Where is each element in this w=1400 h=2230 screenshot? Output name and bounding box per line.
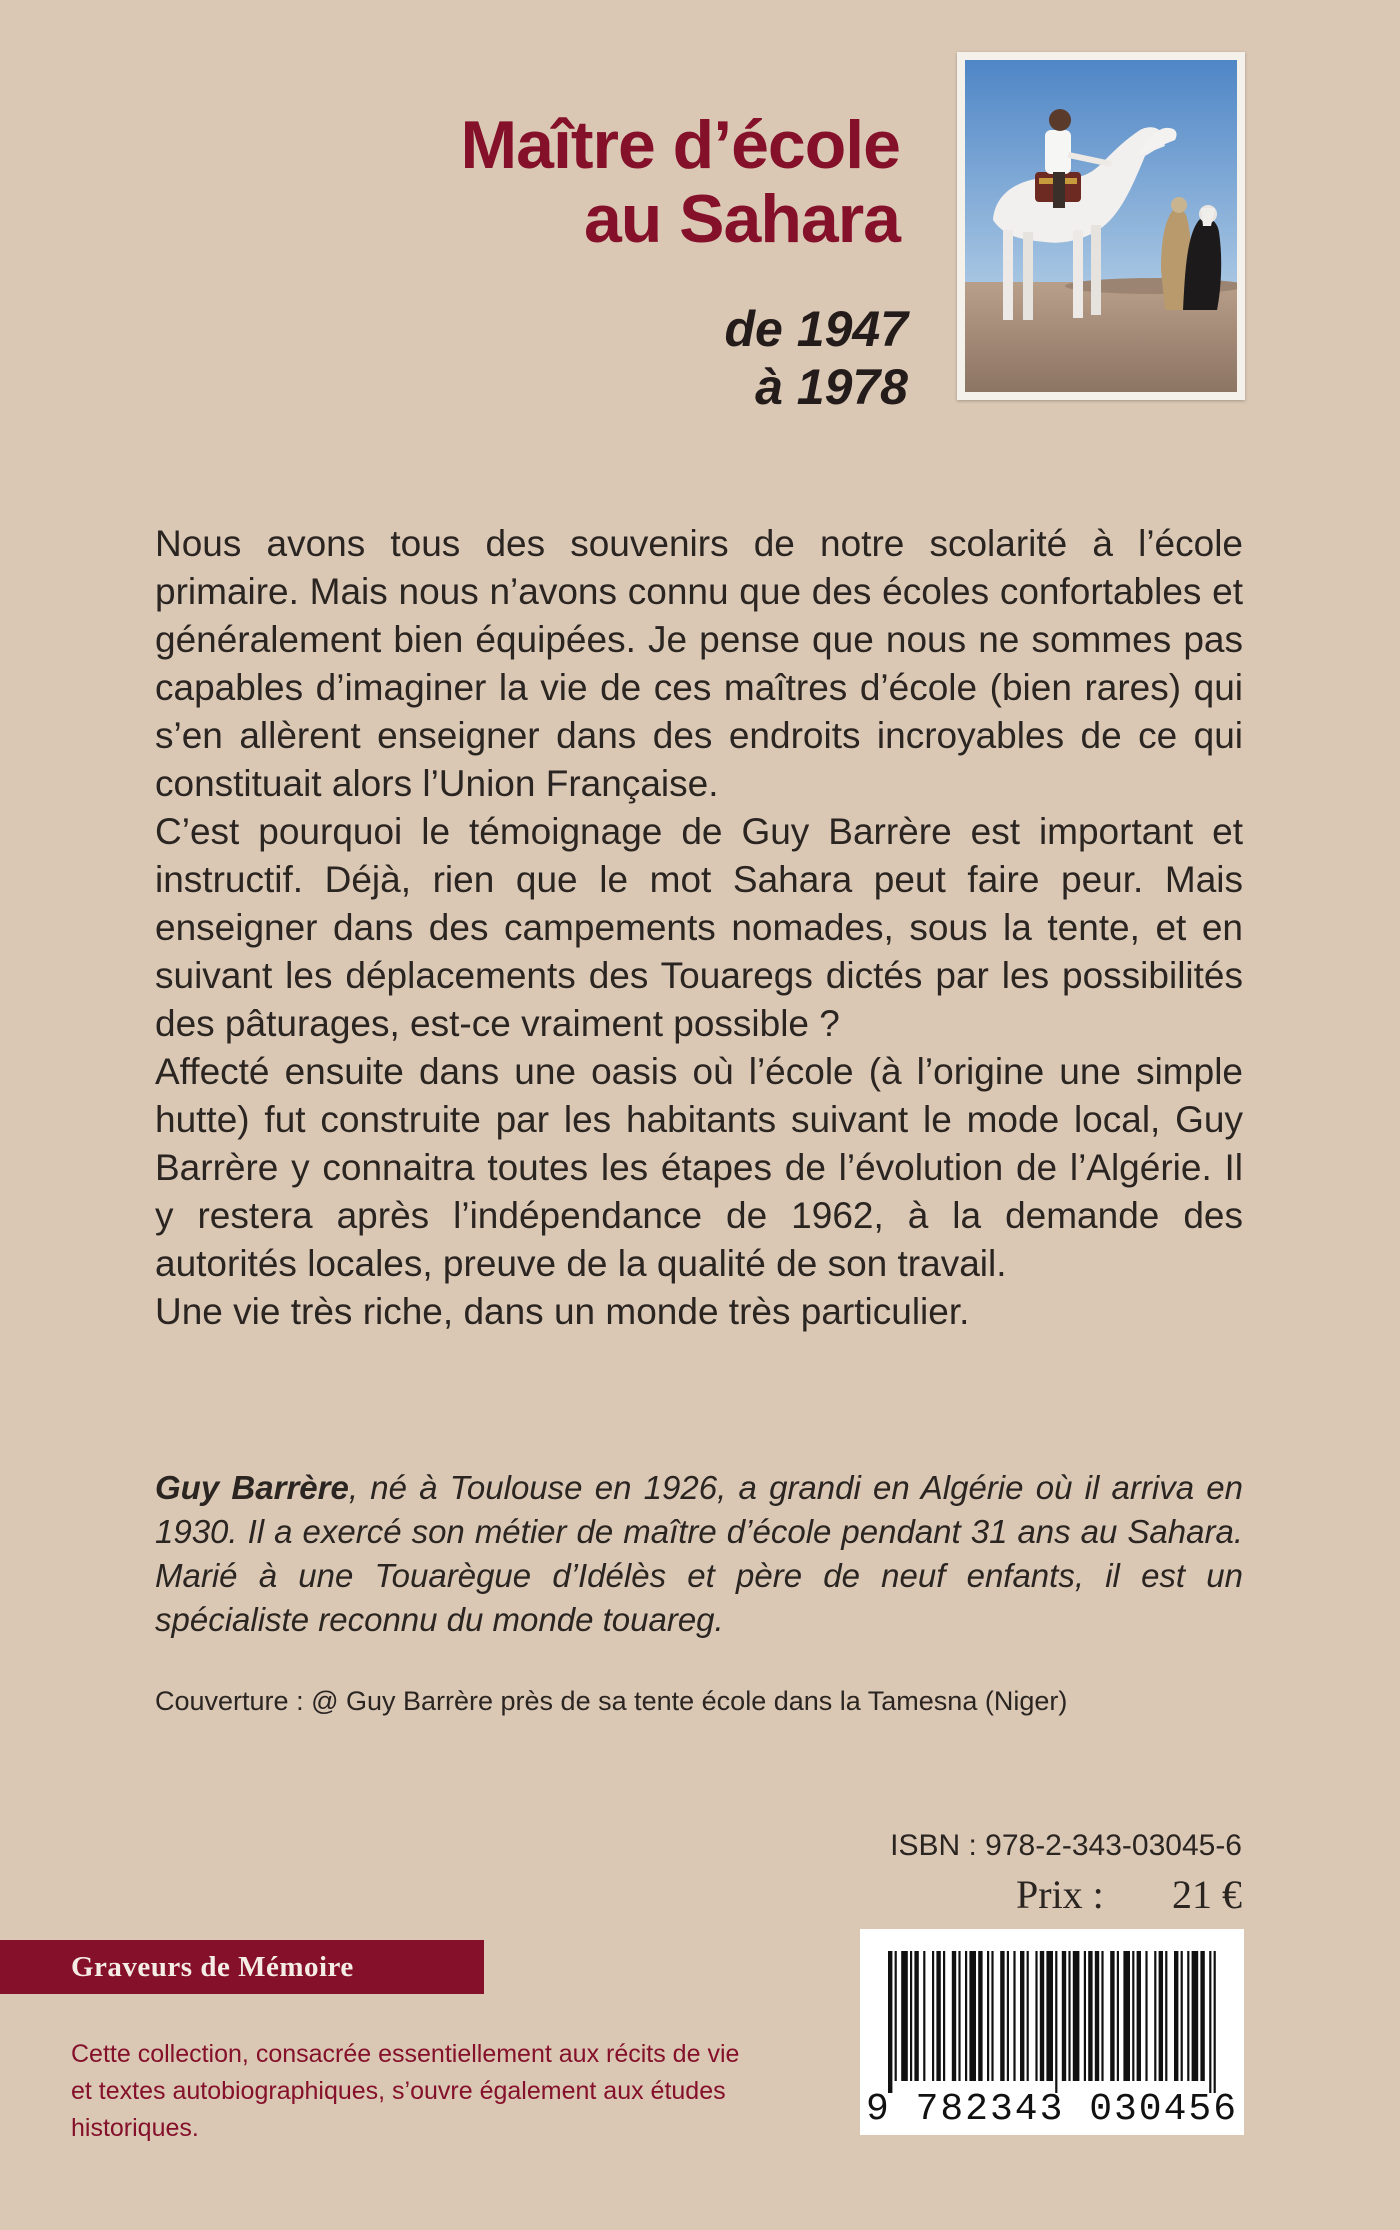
barcode-bar (987, 1951, 989, 2081)
barcode-bar (958, 1951, 960, 2081)
cover-photo (957, 52, 1245, 400)
barcode-bar (991, 1951, 993, 2081)
author-name: Guy Barrère (155, 1469, 349, 1506)
barcode-bar (910, 1951, 912, 2081)
barcode-bar (914, 1951, 918, 2081)
book-title-line-2: au Sahara (583, 181, 900, 257)
dates-line-1: de 1947 (724, 301, 908, 357)
barcode (860, 1929, 1244, 2135)
barcode-bar (1187, 1951, 1189, 2081)
barcode-digits: 9 782343 030456 (865, 2088, 1239, 2131)
barcode-bar (1095, 1951, 1099, 2081)
barcode-bar (1214, 1951, 1216, 2093)
barcode-bar (965, 1951, 967, 2081)
barcode-bar (1123, 1951, 1130, 2081)
barcode-bar (932, 1951, 934, 2081)
book-title-line-1: Maître d’école (460, 107, 900, 183)
barcode-bar (978, 1951, 982, 2081)
cover-credit: Couverture : @ Guy Barrère près de sa tente école dans la Tamesna (Niger) (155, 1686, 1068, 1716)
barcode-bar (1027, 1951, 1029, 2081)
barcode-bar (1200, 1951, 1204, 2081)
summary-paragraph-4: Une vie très riche, dans un monde très particulier. (155, 1291, 970, 1332)
barcode-bar (1209, 1951, 1211, 2093)
summary-paragraph-2: C’est pourquoi le témoignage de Guy Barrère est important et instructif. Déjà, rien que le mot Sahara peut faire peur. Mais enseigner dans des campements nomades, sous la tente, et en suivant les déplacements des Touaregs dictés par les possibilités des pâturages, est-ce vraiment possible ? (155, 811, 1243, 1044)
barcode-bar (1013, 1951, 1015, 2081)
cover-photo-camel-rider-icon (965, 60, 1237, 392)
barcode-bar (1145, 1951, 1147, 2081)
summary-paragraph-3: Affecté ensuite dans une oasis où l’école (à l’origine une simple hutte) fut construite par les habitants suivant le mode local, Guy Barrère y connaitra toutes les étapes de l’évolution de l’Algérie. Il y restera après l’indépendance de 1962, à la demande des autorités locales, preuve de la qualité de son travail. (155, 1051, 1243, 1284)
book-dates (725, 300, 908, 416)
barcode-bar (969, 1951, 976, 2081)
barcode-bar (1000, 1951, 1004, 2081)
barcode-bar (1174, 1951, 1178, 2081)
barcode-bar (1073, 1951, 1080, 2081)
barcode-bar (901, 1951, 908, 2081)
barcode-bar (1137, 1951, 1141, 2081)
barcode-bar (1055, 1951, 1057, 2093)
barcode-bar (1007, 1951, 1009, 2081)
barcode-bar (923, 1951, 925, 2081)
barcode-bar (1159, 1951, 1163, 2081)
barcode-bar (1117, 1951, 1119, 2081)
barcode-bar (943, 1951, 945, 2081)
barcode-bar (1110, 1951, 1114, 2081)
barcode-bar (1035, 1951, 1037, 2081)
isbn-label: ISBN : 978-2-343-03045-6 (890, 1829, 1242, 1862)
collection-band (0, 1940, 484, 1994)
book-title (461, 108, 901, 256)
barcode-bar (1084, 1951, 1086, 2081)
barcode-bar (1046, 1951, 1053, 2081)
barcode-bar (1068, 1951, 1070, 2081)
price (1016, 1872, 1242, 1918)
author-bio (155, 1466, 1243, 1642)
barcode-bar (936, 1951, 940, 2081)
barcode-bar (895, 1951, 897, 2081)
collection-description: Cette collection, consacrée essentiellement aux récits de vie et textes autobiographiques, s’ouvre également aux études historiques. (71, 2040, 740, 2142)
barcode-bar (1132, 1951, 1134, 2081)
barcode-bar (1101, 1951, 1103, 2081)
barcode-bar (1062, 1951, 1066, 2081)
barcode-icon (860, 1929, 1244, 2135)
author-bio-text: , né à Toulouse en 1926, a grandi en Algérie où il arriva en 1930. Il a exercé son métier de maître d’école pendant 31 ans au Sahara. Marié à une Touarègue d’Idélès et père de neuf enfants, il est un spécialiste reconnu du monde touareg. (155, 1469, 1244, 1638)
barcode-bar (1165, 1951, 1167, 2081)
barcode-bar (888, 1951, 892, 2093)
price-value: 21 € (1172, 1872, 1242, 1917)
barcode-bar (1154, 1951, 1156, 2081)
back-cover-summary (155, 520, 1243, 1336)
barcode-bar (1040, 1951, 1044, 2081)
barcode-bar (1088, 1951, 1092, 2081)
barcode-bar (1192, 1951, 1199, 2081)
summary-paragraph-1: Nous avons tous des souvenirs de notre scolarité à l’école primaire. Mais nous n’avons connu que des écoles confortables et généralement bien équipées. Je pense que nous ne sommes pas capables d’imaginer la vie de ces maîtres d’école (bien rares) qui s’en allèrent enseigner dans des endroits incroyables de ce qui constituait alors l’Union Française. (155, 523, 1243, 804)
price-label: Prix : (1016, 1872, 1104, 1917)
barcode-bar (1020, 1951, 1024, 2081)
dates-line-2: à 1978 (755, 359, 908, 415)
barcode-bar (952, 1951, 956, 2081)
collection-name: Graveurs de Mémoire (71, 1951, 354, 1983)
barcode-bar (1181, 1951, 1183, 2081)
